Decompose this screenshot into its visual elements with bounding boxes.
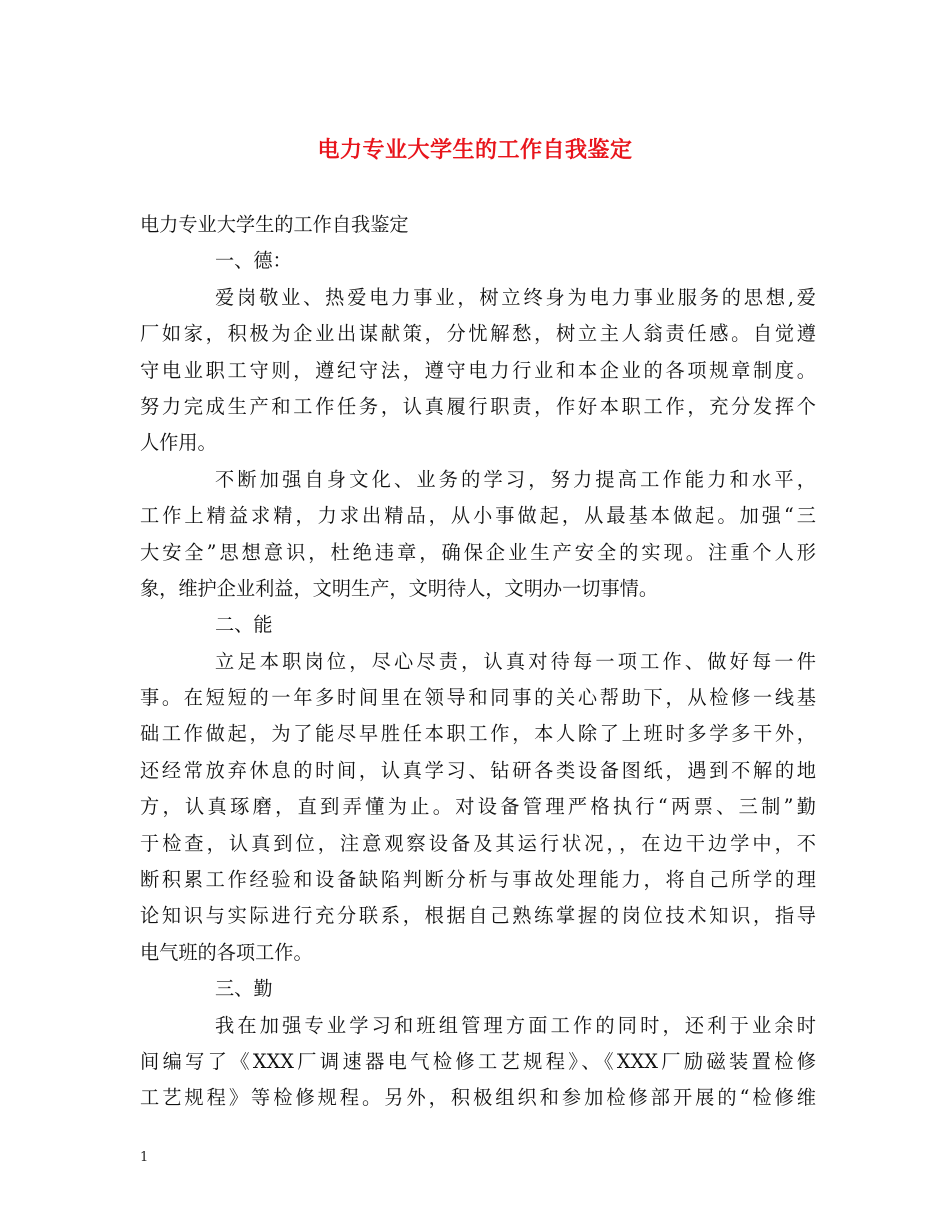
text-line: 爱岗敬业、热爱电力事业，树立终身为电力事业服务的思想,爱 [215, 285, 816, 309]
text-line: 电气班的各项工作。 [140, 940, 313, 964]
text-line: 大安全”思想意识，杜绝违章，确保企业生产安全的实现。注重个人形 [140, 540, 816, 564]
section-heading: 三、勤 [215, 977, 273, 1001]
text-line: 方，认真琢磨，直到弄懂为止。对设备管理严格执行“两票、三制”勤 [140, 795, 816, 819]
text-line: 论知识与实际进行充分联系，根据自己熟练掌握的岗位技术知识，指导 [140, 904, 816, 928]
text-line: 电力专业大学生的工作自我鉴定 [140, 213, 409, 236]
text-line: 人作用。 [140, 431, 217, 455]
section-heading: 二、能 [215, 613, 273, 637]
section-heading: 一、德： [215, 249, 292, 273]
text-line: 守电业职工守则，遵纪守法，遵守电力行业和本企业的各项规章制度。 [140, 358, 816, 382]
text-line: 断积累工作经验和设备缺陷判断分析与事故处理能力，将自己所学的理 [140, 868, 816, 892]
text-line: 立足本职岗位，尽心尽责，认真对待每一项工作、做好每一件 [215, 649, 816, 673]
text-line: 厂如家，积极为企业出谋献策，分忧解愁，树立主人翁责任感。自觉遵 [140, 322, 816, 346]
text-line: 努力完成生产和工作任务，认真履行职责，作好本职工作，充分发挥个 [140, 394, 816, 418]
document-body [140, 207, 816, 1117]
text-line: 不断加强自身文化、业务的学习，努力提高工作能力和水平， [215, 467, 816, 491]
text-line: 于检查，认真到位，注意观察设备及其运行状况，，在边干边学中，不 [140, 831, 816, 855]
text-line: 工作上精益求精，力求出精品，从小事做起，从最基本做起。加强“三 [140, 504, 816, 528]
text-line: 还经常放弃休息的时间，认真学习、钻研各类设备图纸，遇到不解的地 [140, 758, 816, 782]
text-line: 象，维护企业利益，文明生产，文明待人，文明办一切事情。 [140, 576, 659, 600]
text-line: 间编写了《XXX厂调速器电气检修工艺规程》、《XXX厂励磁装置检修 [140, 1049, 816, 1073]
document-title: 电力专业大学生的工作自我鉴定 [317, 137, 633, 163]
text-line: 我在加强专业学习和班组管理方面工作的同时，还利于业余时 [215, 1013, 816, 1037]
page-number: 1 [140, 1150, 149, 1165]
text-line: 础工作做起，为了能尽早胜任本职工作，本人除了上班时多学多干外， [140, 722, 816, 746]
text-line: 工艺规程》等检修规程。另外，积极组织和参加检修部开展的“检修维 [140, 1086, 816, 1110]
text-line: 事。在短短的一年多时间里在领导和同事的关心帮助下，从检修一线基 [140, 686, 816, 710]
